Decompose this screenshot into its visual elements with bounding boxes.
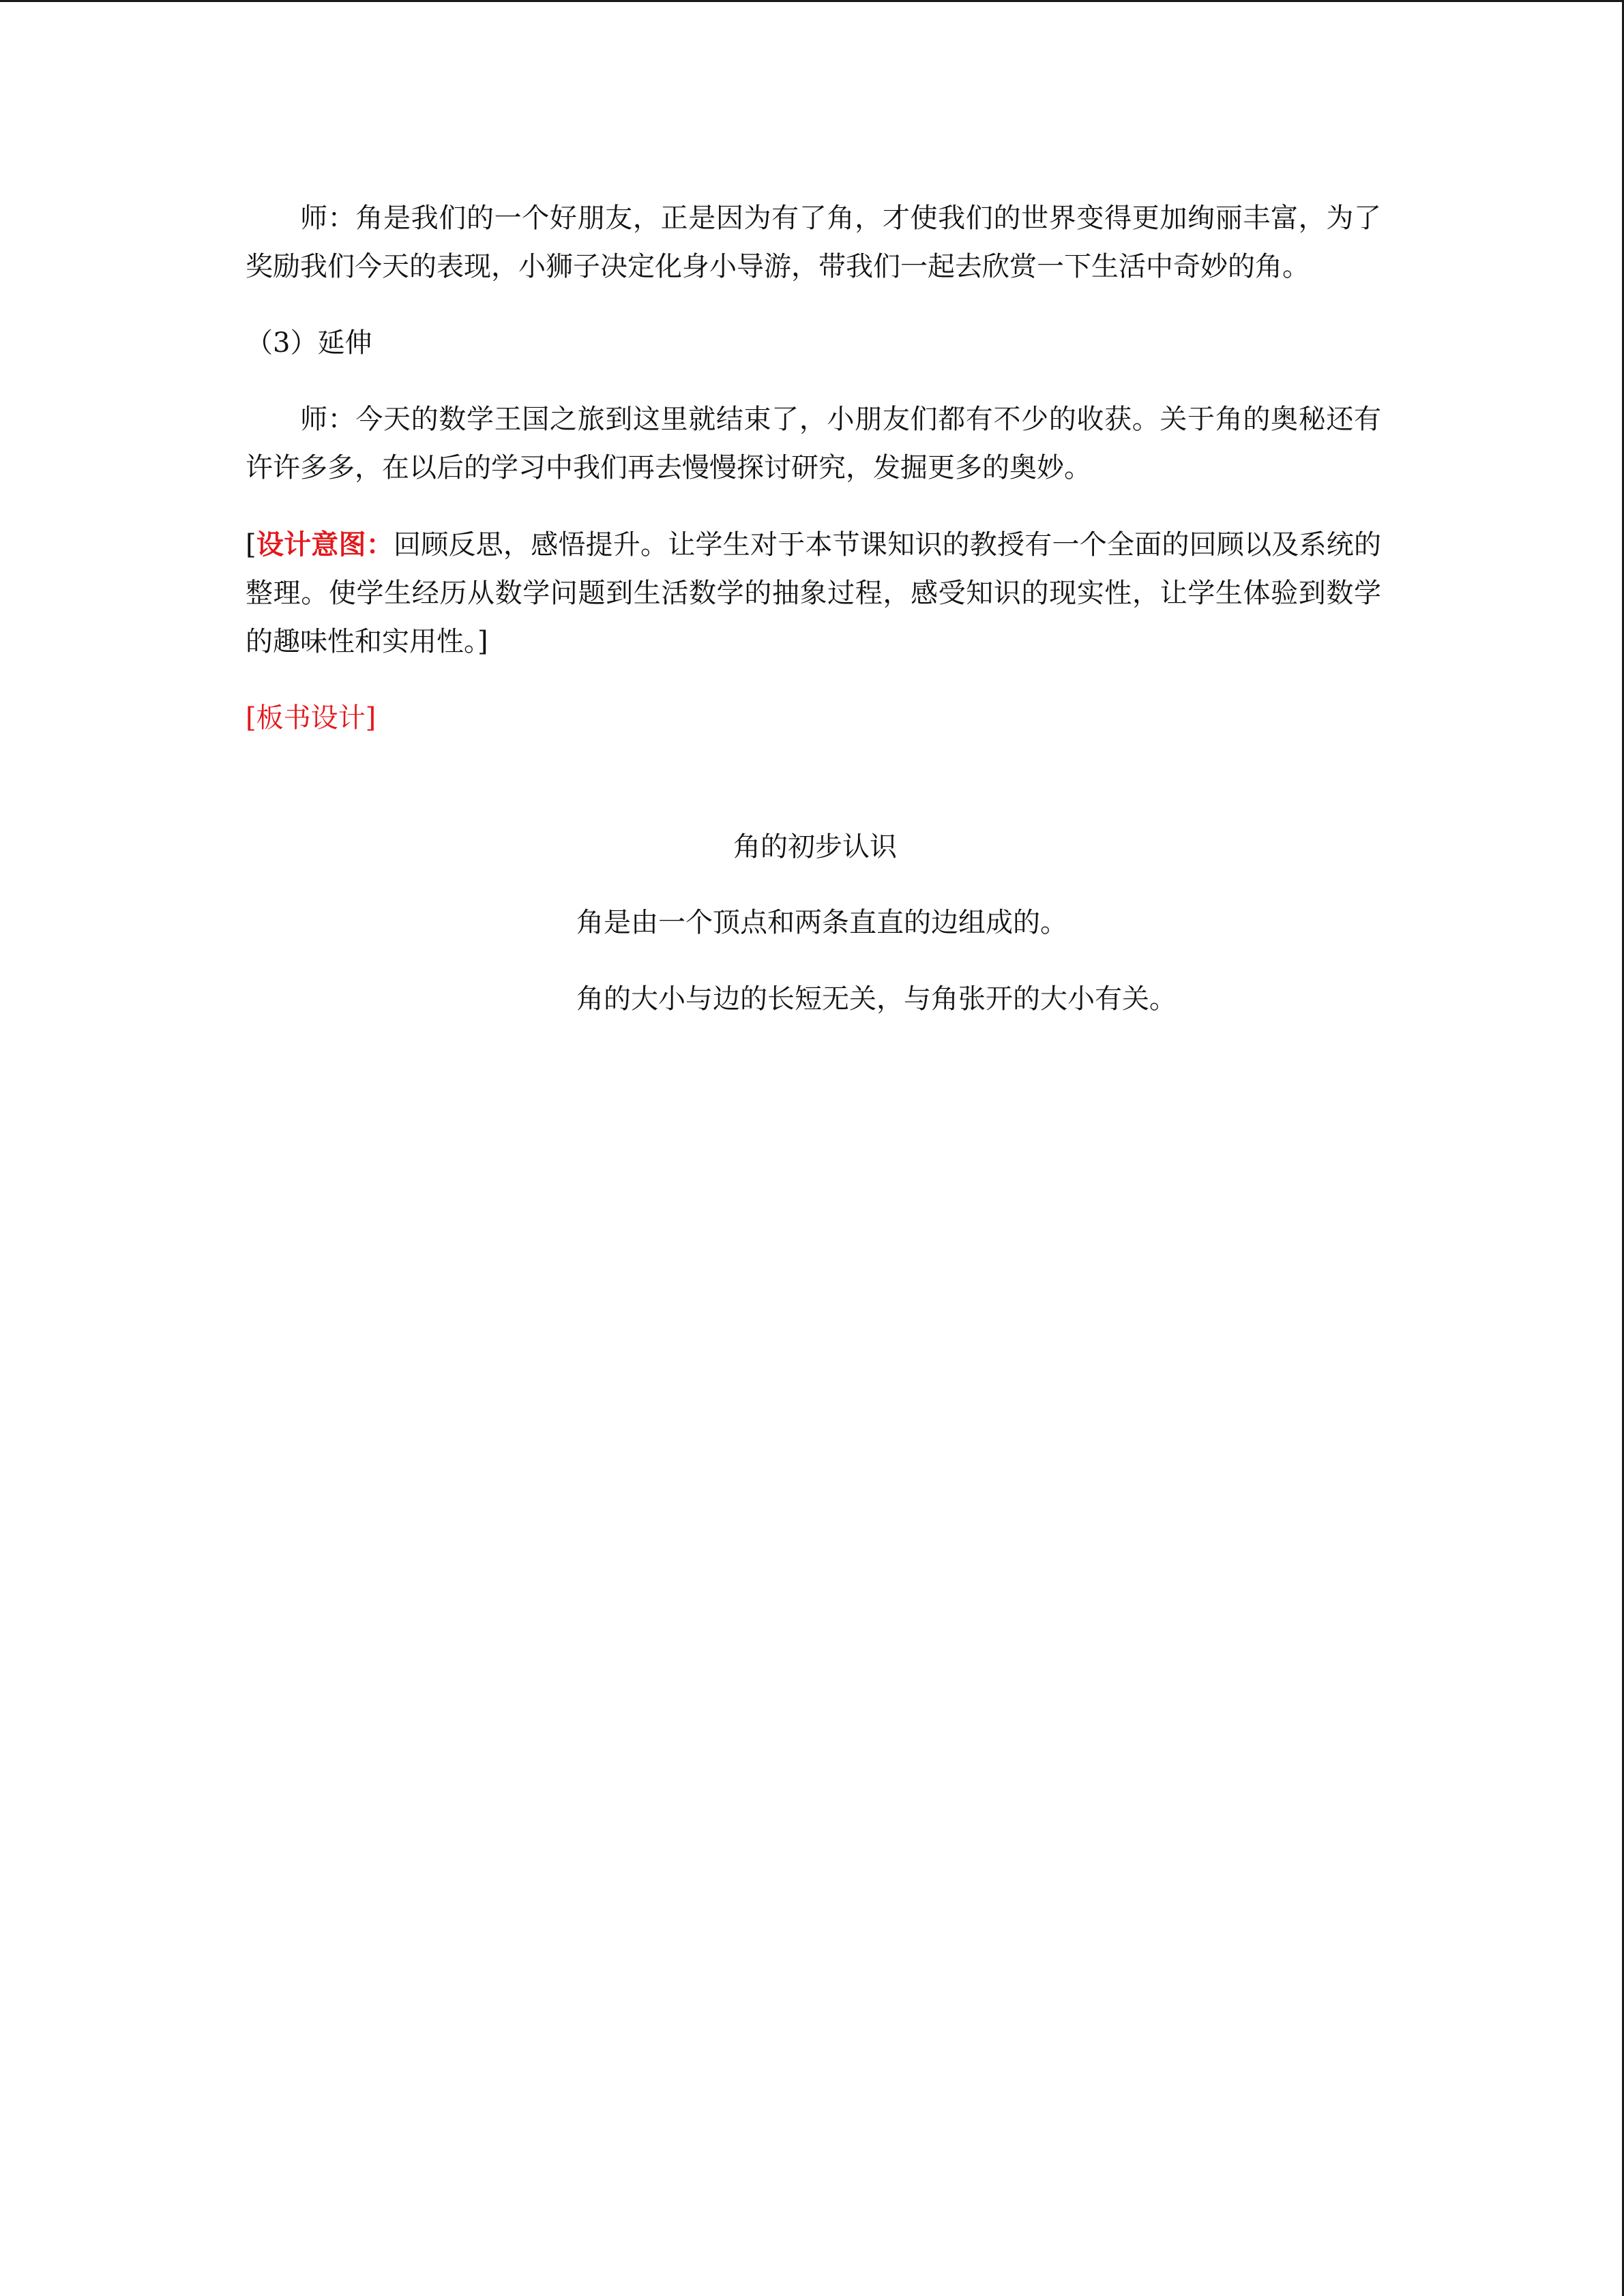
board-design-heading: [板书设计] (246, 702, 377, 734)
document-body (246, 194, 1381, 771)
paragraph-teacher-conclusion: 师：今天的数学王国之旅到这里就结束了，小朋友们都有不少的收获。关于角的奥秘还有许许多多，在以后的学习中我们再去慢慢探讨研究，发掘更多的奥妙。 (246, 404, 1381, 483)
board-line-2: 角的大小与边的长短无关，与角张开的大小有关。 (576, 983, 1177, 1015)
board-line-1: 角是由一个顶点和两条直直的边组成的。 (576, 907, 1067, 938)
design-intent-close-bracket: ] (477, 626, 488, 657)
page-border-top (0, 0, 1624, 2)
design-intent-label: 设计意图： (256, 528, 394, 561)
section-heading-extension: （3）延伸 (246, 327, 372, 359)
paragraph-teacher-angle: 师：角是我们的一个好朋友，正是因为有了角，才使我们的世界变得更加绚丽丰富，为了奖励我们今天的表现，小狮子决定化身小导游，带我们一起去欣赏一下生活中奇妙的角。 (246, 203, 1381, 282)
board-title: 角的初步认识 (733, 831, 897, 863)
design-intent-text: 回顾反思，感悟提升。让学生对于本节课知识的教授有一个全面的回顾以及系统的整理。使学生经历从数学问题到生活数学的抽象过程，感受知识的现实性，让学生体验到数学的趣味性和实用性。 (246, 529, 1381, 657)
design-intent-paragraph (246, 520, 1381, 666)
design-intent-open-bracket: [ (246, 529, 256, 561)
